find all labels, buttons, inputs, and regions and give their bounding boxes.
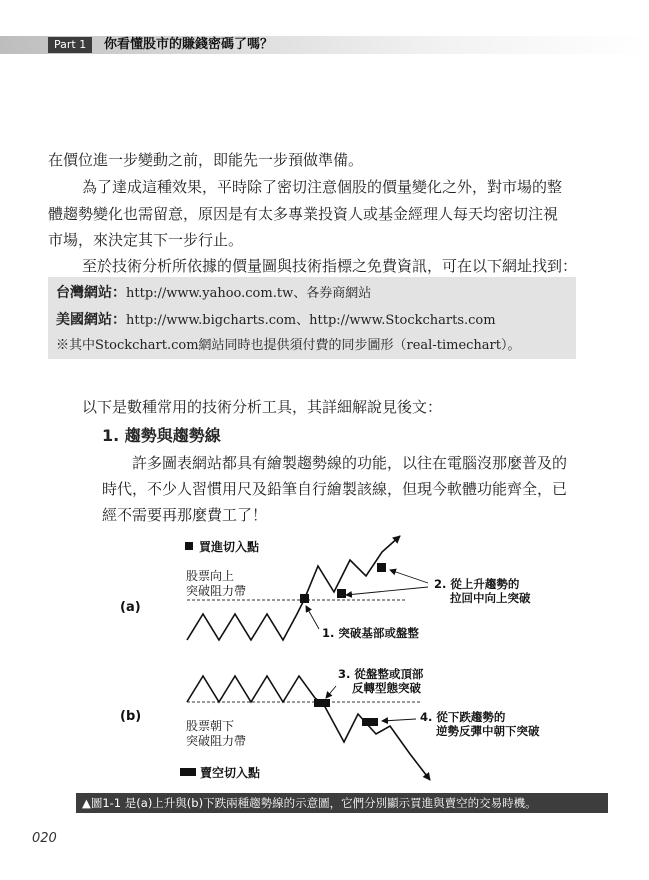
label-a: (a) bbox=[120, 600, 141, 615]
a-text-line-2: 突破阻力帶 bbox=[186, 584, 247, 598]
paragraph-2-line-2: 體趨勢變化也需留意，原因是有太多專業投資人或基金經理人每天均密切注視 bbox=[48, 205, 559, 223]
paragraph-3: 至於技術分析所依據的價量圖與技術指標之免費資訊，可在以下網址找到： bbox=[82, 257, 578, 275]
chapter-title: 你看懂股市的賺錢密碼了嗎？ bbox=[104, 37, 274, 52]
paragraph-1: 在價位進一步變動之前，即能先一步預做準備。 bbox=[48, 151, 364, 169]
ann1-pointer bbox=[306, 606, 319, 629]
buy-point-1-icon bbox=[300, 594, 309, 603]
ann1-text: 1. 突破基部或盤整 bbox=[322, 626, 419, 640]
section-paragraph-line-3: 經不需要再那麼費工了！ bbox=[102, 506, 268, 524]
ann3-text-line-2: 反轉型態突破 bbox=[352, 681, 421, 695]
buy-marker-icon bbox=[185, 542, 193, 550]
paragraph-2-line-1: 為了達成這種效果，平時除了密切注意個股的價量變化之外，對市場的整 bbox=[82, 178, 563, 196]
intro-line: 以下是數種常用的技術分析工具，其詳細解說見後文： bbox=[82, 398, 443, 416]
ann3-pointer bbox=[326, 686, 336, 698]
ann2-text-line-1: 2. 從上升趨勢的 bbox=[434, 577, 520, 591]
legend-sell: 賣空切入點 bbox=[200, 766, 261, 780]
a-text-line-1: 股票向上 bbox=[186, 569, 235, 583]
chapter-header bbox=[0, 36, 649, 54]
section-paragraph-line-2: 時代，不少人習慣用尺及鉛筆自行繪製該線，但現今軟體功能齊全，已 bbox=[102, 480, 568, 498]
section-heading: 1. 趨勢與趨勢線 bbox=[102, 426, 221, 445]
taiwan-sites-label: 台灣網站： bbox=[56, 285, 126, 301]
b-text-line-1: 股票朝下 bbox=[186, 719, 235, 733]
trendline-figure bbox=[0, 530, 649, 790]
ann4-pointer bbox=[382, 719, 416, 721]
legend-buy: 買進切入點 bbox=[199, 540, 260, 554]
page-number: 020 bbox=[32, 831, 57, 846]
stockcharts-note: ※其中Stockchart.com網站同時也提供須付費的同步圖形（real-timechart）。 bbox=[56, 338, 521, 353]
ann3-text-line-1: 3. 從盤整或頂部 bbox=[338, 667, 424, 681]
buy-point-3-icon bbox=[377, 563, 386, 572]
header-gradient bbox=[0, 36, 649, 54]
sell-point-2-icon bbox=[362, 718, 378, 726]
paragraph-2-line-3: 市場，來決定其下一步行止。 bbox=[48, 231, 244, 249]
part-label: Part 1 bbox=[48, 37, 92, 53]
label-b: (b) bbox=[120, 709, 142, 724]
ann4-text-line-1: 4. 從下跌趨勢的 bbox=[420, 710, 506, 724]
ann4-text-line-2: 逆勢反彈中朝下突破 bbox=[436, 724, 540, 738]
website-info-box bbox=[48, 277, 576, 359]
us-sites-value: http://www.bigcharts.com、http://www.Stockcharts.com bbox=[126, 313, 496, 328]
ann2-text-line-2: 拉回中向上突破 bbox=[450, 591, 531, 605]
us-sites-label: 美國網站： bbox=[56, 312, 126, 328]
section-paragraph-line-1: 許多圖表網站都具有繪製趨勢線的功能，以往在電腦沒那麼普及的 bbox=[132, 454, 568, 472]
taiwan-sites-value: http://www.yahoo.com.tw、各券商網站 bbox=[126, 286, 372, 301]
us-sites bbox=[56, 310, 496, 331]
buy-point-2-icon bbox=[337, 589, 346, 598]
ann2-pointer-2 bbox=[390, 570, 428, 583]
sell-point-1-icon bbox=[314, 699, 330, 707]
b-text-line-2: 突破阻力帶 bbox=[186, 734, 247, 748]
figure-caption: ▲圖1-1 是(a)上升與(b)下跌兩種趨勢線的示意圖，它們分別顯示買進與賣空的交易時機。 bbox=[76, 793, 608, 813]
ann2-pointer-1 bbox=[346, 587, 428, 595]
taiwan-sites bbox=[56, 283, 371, 304]
sell-marker-icon bbox=[180, 768, 196, 776]
